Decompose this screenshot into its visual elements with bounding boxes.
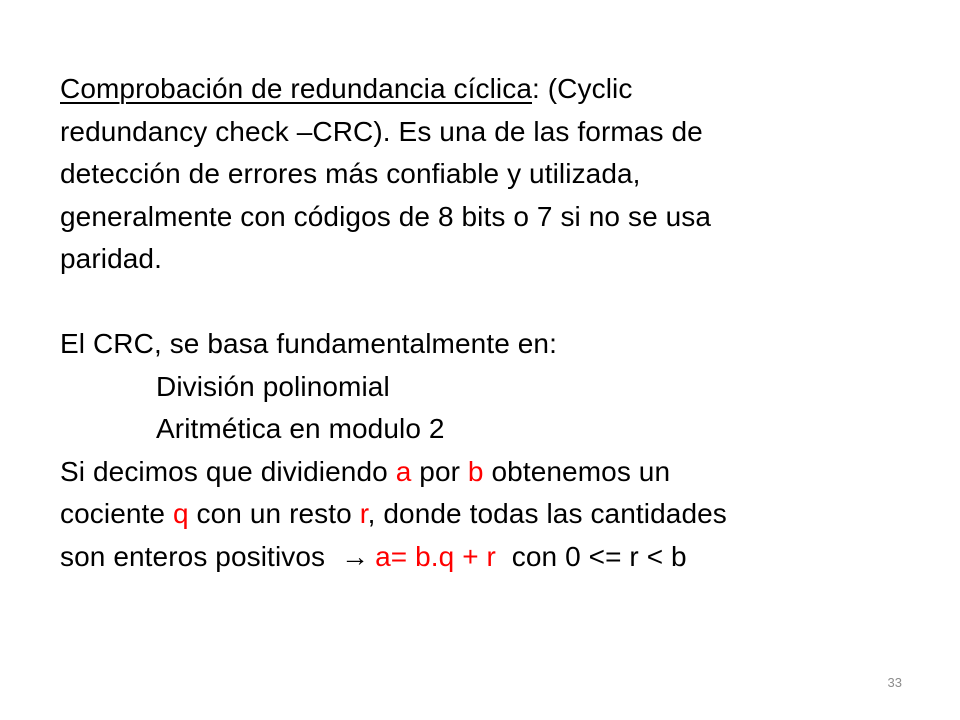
text-segment: Si decimos que dividiendo: [60, 455, 396, 487]
division-formula: a= b.q + r: [375, 540, 496, 572]
crc-heading: Comprobación de redundancia cíclica: [60, 73, 532, 104]
text-segment: , donde todas las cantidades: [367, 498, 727, 529]
paragraph-spacer: [60, 281, 920, 324]
text-segment: con un resto: [188, 498, 360, 529]
text-segment: cociente: [60, 498, 173, 529]
paragraph1-line2: redundancy check –CRC). Es una de las formas de: [60, 115, 703, 147]
basis-item-modulo-2-arithmetic: Aritmética en modulo 2: [156, 413, 445, 444]
paragraph1-line1: [60, 68, 920, 111]
text-segment: son enteros positivos: [60, 540, 334, 572]
paragraph3-line1: [60, 451, 920, 494]
paragraph1-line5: paridad.: [60, 243, 162, 274]
text-segment: por: [411, 455, 468, 487]
variable-q: q: [172, 498, 189, 529]
heading-suffix: : (Cyclic: [532, 73, 633, 104]
variable-b: b: [467, 455, 484, 487]
text-segment: obtenemos un: [483, 455, 671, 487]
slide-body: [60, 68, 920, 578]
paragraph1-line3: detección de errores más confiable y utilizada,: [60, 158, 641, 189]
right-arrow-icon: →: [341, 540, 370, 572]
page-number: 33: [887, 675, 902, 690]
basis-item-polynomial-division: División polinomial: [156, 370, 390, 402]
variable-a: a: [395, 455, 412, 487]
condition-text: con 0 <= r < b: [496, 540, 687, 572]
crc-basis-intro: El CRC, se basa fundamentalmente en:: [60, 328, 557, 359]
paragraph3-line3: [60, 536, 920, 579]
paragraph3-line2: [60, 493, 920, 536]
variable-r: r: [359, 498, 368, 529]
paragraph1-line4: generalmente con códigos de 8 bits o 7 si no se usa: [60, 200, 712, 232]
